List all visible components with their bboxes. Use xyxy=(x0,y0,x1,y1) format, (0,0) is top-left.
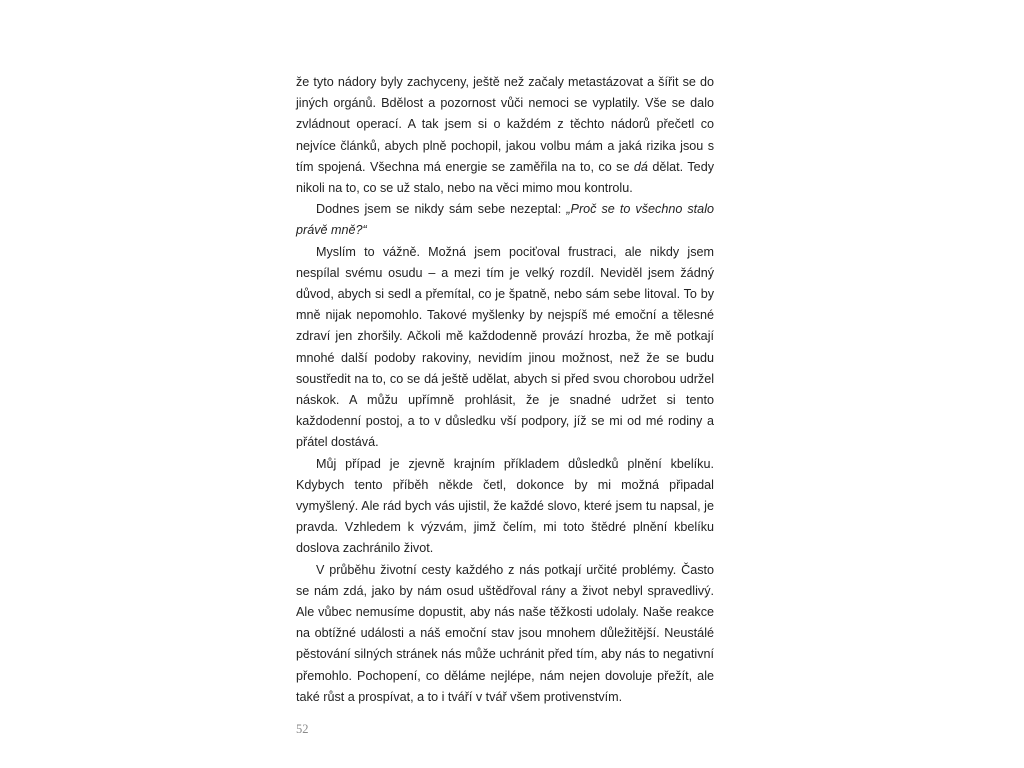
body-text xyxy=(296,72,714,708)
paragraph-2 xyxy=(296,199,714,241)
paragraph-2-quote-italic: „Proč se to všechno stalo právě mně?“ xyxy=(296,202,714,238)
paragraph-5-text: V průběhu životní cesty každého z nás potkají určité problémy. Často se nám zdá, jako by nám osud uštědřoval rány a život nebyl spravedlivý. Ale vůbec nemusíme dopustit, aby nás naše těžkosti udolaly. Naše reakce na obtížné události a náš emoční stav jsou mnohem důležitější. Neustálé pěstování silných stránek nás může uchránit před tím, aby nás to negativní přemohlo. Pochopení, co děláme nejlépe, nám nejen dovoluje přežít, ale také růst a prospívat, a to i tváří v tvář všem protivenstvím. xyxy=(296,562,714,704)
paragraph-4-text: Můj případ je zjevně krajním příkladem důsledků plnění kbelíku. Kdybych tento příběh někde četl, dokonce by mi možná připadal vymyšlený. Ale rád bych vás ujistil, že každé slovo, které jsem tu napsal, je pravda. Vzhledem k výzvám, jimž čelím, mi toto štědré plnění kbelíku doslova zachránilo život. xyxy=(296,456,714,556)
paragraph-2-segment-1: Dodnes jsem se nikdy sám sebe nezeptal: xyxy=(316,202,567,217)
paragraph-3-text: Myslím to vážně. Možná jsem pociťoval frustraci, ale nikdy jsem nespílal svému osudu – a mezi tím je velký rozdíl. Neviděl jsem žádný důvod, abych si sedl a přemítal, co je špatně, nebo sám sebe litoval. To by mně nijak nepomohlo. Takové myšlenky by nejspíš mé emoční a tělesné zdraví jen zhoršily. Ačkoli mě každodenně provází hrozba, že mě potkají mnohé další podoby rakoviny, nevidím jinou možnost, než že se budu soustředit na to, co se dá ještě udělat, abych si před svou chorobou udržel náskok. A můžu upřímně prohlásit, že je snadné udržet si tento každodenní postoj, a to v důsledku vší podpory, jíž se mi od mé rodiny a přátel dostává. xyxy=(296,244,714,450)
page-number: 52 xyxy=(296,722,309,736)
paragraph-4 xyxy=(296,454,714,560)
paragraph-3 xyxy=(296,242,714,454)
paragraph-1 xyxy=(296,72,714,199)
paragraph-1-segment-3: dělat. Tedy nikoli na to, co se už stalo, nebo na věci mimo mou kontrolu. xyxy=(296,159,714,196)
paragraph-1-segment-2-italic: dá xyxy=(633,159,648,174)
paragraph-1-segment-1: že tyto nádory byly zachyceny, ještě než začaly metastázovat a šířit se do jiných orgánů. Bdělost a pozornost vůči nemoci se vyplatily. Vše se dalo zvládnout operací. A tak jsem si o každém z těchto nádorů přečetl co nejvíce článků, abych plně pochopil, jakou volbu mám a jaká rizika jsou s tím spojená. Všechna má energie se zaměřila na to, co se xyxy=(296,75,714,174)
paragraph-5 xyxy=(296,560,714,708)
